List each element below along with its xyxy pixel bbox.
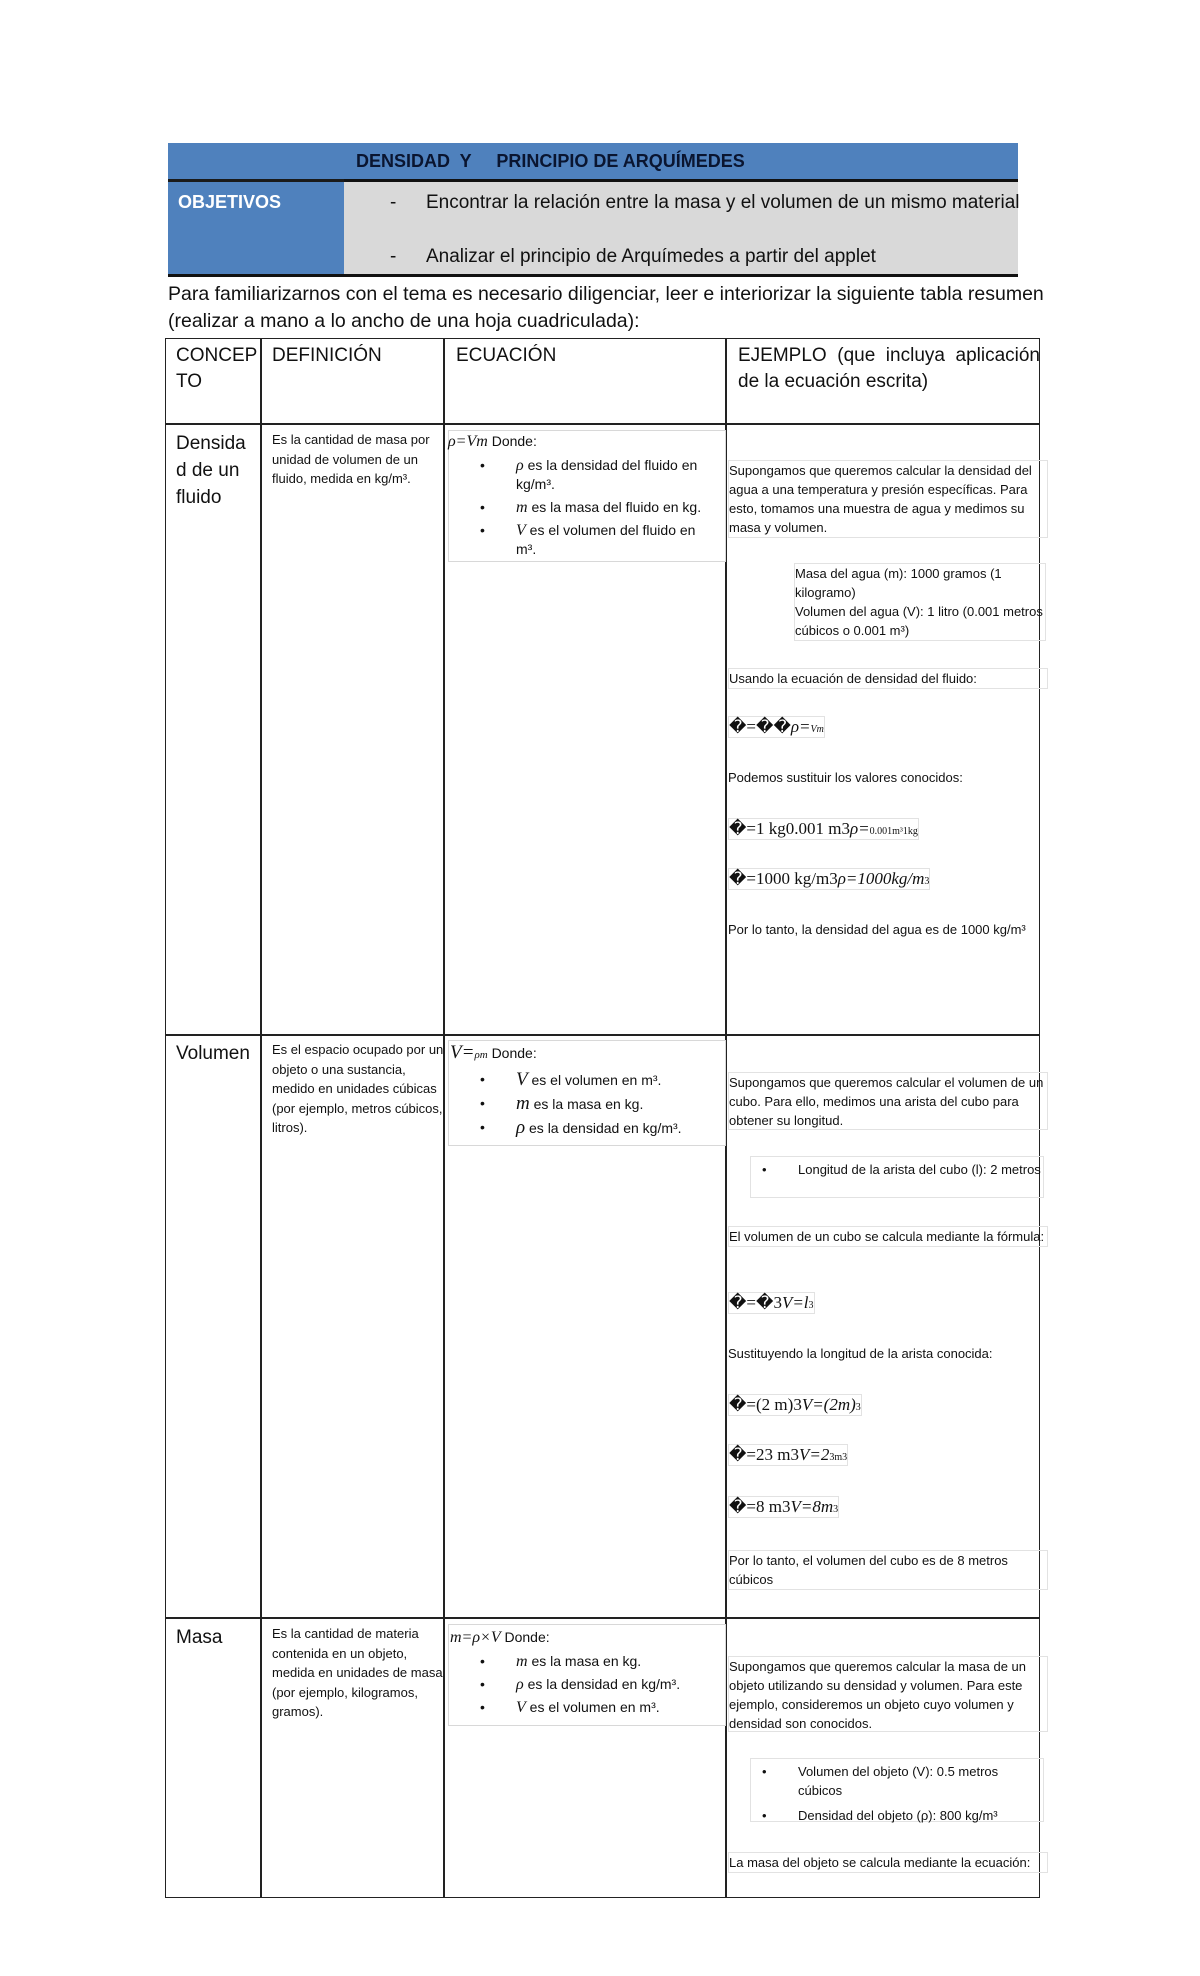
variable-text: es el volumen en m³. <box>529 1699 660 1715</box>
formula-raw: �=�� <box>729 717 791 736</box>
objective-dash: - <box>390 192 397 213</box>
objectives-top-rule <box>344 179 1018 182</box>
row-divider <box>165 423 1040 425</box>
equation-formula-sub: ρm <box>474 1049 488 1061</box>
equation-variable-list <box>466 456 716 563</box>
header-concept: CONCEP TO <box>176 345 257 392</box>
formula-sub: 0.001m³1kg <box>869 826 918 837</box>
variable-symbol: m <box>516 499 528 516</box>
formula-main: ρ= <box>850 819 870 838</box>
example-formula <box>728 1292 815 1314</box>
variable-item <box>466 1652 722 1671</box>
formula-main: V=l <box>781 1293 809 1312</box>
example-conclusion: Por lo tanto, la densidad del agua es de 1000 kg/m³ <box>728 922 1026 937</box>
formula-sub: 3 <box>924 876 930 887</box>
formula-main: ρ=1000kg/m <box>837 869 925 888</box>
equation-formula: ρ=Vm <box>448 433 488 450</box>
objective-item: Analizar el principio de Arquímedes a partir del applet <box>426 246 876 267</box>
formula-sub: 3 <box>808 1300 814 1311</box>
variable-text: es la densidad del fluido en kg/m³. <box>516 457 698 492</box>
concept-mass: Masa <box>176 1627 223 1648</box>
variable-text: es el volumen del fluido en m³. <box>516 522 696 557</box>
header-example: EJEMPLO (que incluya aplicación de la ecuación escrita) <box>738 345 1040 392</box>
formula-sub: 3m3 <box>829 1452 848 1463</box>
equation-variable-list <box>466 1070 722 1142</box>
variable-item <box>466 456 716 494</box>
equation-formula: V= <box>450 1042 475 1063</box>
formula-sub: Vm <box>810 724 824 735</box>
formula-raw: �=1000 kg/m3 <box>729 869 838 888</box>
variable-item <box>466 521 716 559</box>
variable-item <box>466 1094 722 1114</box>
row-divider <box>165 1617 1040 1619</box>
definition-volume: Es el espacio ocupado por un objeto o una sustancia, medido en unidades cúbicas (por ejemplo, metros cúbicos, litros). <box>272 1042 444 1135</box>
objective-dash: - <box>390 246 397 267</box>
equation-donde: Donde: <box>491 1045 537 1061</box>
variable-text: es la masa en kg. <box>531 1653 642 1669</box>
formula-main: ρ= <box>790 717 811 736</box>
equation-donde: Donde: <box>504 1629 550 1645</box>
formula-sub: 3 <box>833 1504 839 1515</box>
example-formula <box>728 1496 839 1518</box>
variable-text: es la masa del fluido en kg. <box>531 499 702 515</box>
equation-formula: m=ρ×V <box>450 1629 501 1646</box>
equation-variable-list <box>466 1652 722 1721</box>
variable-item <box>466 1698 722 1717</box>
example-data: Masa del agua (m): 1000 gramos (1 kilogramo) Volumen del agua (V): 1 litro (0.001 metros cúbicos o 0.001 m³) <box>794 563 1046 641</box>
example-data-list <box>750 1762 1042 1831</box>
example-text: Sustituyendo la longitud de la arista conocida: <box>728 1346 993 1361</box>
formula-raw: �=�3 <box>729 1293 782 1312</box>
equation-donde: Donde: <box>491 433 537 449</box>
variable-symbol: m <box>516 1093 530 1114</box>
definition-mass: Es la cantidad de materia contenida en un objeto, medida en unidades de masa (por ejemplo, kilogramos, gramos). <box>272 1626 443 1719</box>
example-data-list <box>750 1160 1042 1185</box>
formula-raw: �=23 m3 <box>729 1445 799 1464</box>
header-equation: ECUACIÓN <box>456 345 557 366</box>
variable-text: es la densidad en kg/m³. <box>527 1676 681 1692</box>
concept-density: Densida d de un fluido <box>176 433 246 508</box>
example-data-item: • Volumen del objeto (V): 0.5 metros cúbicos <box>750 1762 1042 1800</box>
variable-text: es el volumen en m³. <box>531 1072 662 1088</box>
variable-text: es la densidad en kg/m³. <box>529 1120 682 1136</box>
document-title: DENSIDAD Y PRINCIPIO DE ARQUÍMEDES <box>356 151 745 171</box>
formula-main: V=8m <box>790 1497 834 1516</box>
example-text: Usando la ecuación de densidad del fluido: <box>728 668 1048 689</box>
formula-raw: �=8 m3 <box>729 1497 791 1516</box>
objective-item: Encontrar la relación entre la masa y el volumen de un mismo material <box>426 192 1020 213</box>
concept-volume: Volumen <box>176 1043 250 1064</box>
definition-density: Es la cantidad de masa por unidad de volumen de un fluido, medida en kg/m³. <box>272 432 430 486</box>
variable-item <box>466 498 716 517</box>
variable-item <box>466 1675 722 1694</box>
formula-main: V=(2m) <box>801 1395 856 1414</box>
example-data-item: • Longitud de la arista del cubo (l): 2 metros <box>750 1160 1042 1179</box>
equation-density <box>448 430 537 453</box>
example-intro: Supongamos que queremos calcular la densidad del agua a una temperatura y presión específicas. Para esto, tomamos una muestra de agua y medimos su masa y volumen. <box>728 460 1048 538</box>
formula-raw: �=1 kg0.001 m3 <box>729 819 850 838</box>
variable-symbol: V <box>516 522 526 539</box>
variable-symbol: V <box>516 1069 528 1090</box>
formula-sub: 3 <box>855 1402 861 1413</box>
example-text: La masa del objeto se calcula mediante la ecuación: <box>728 1852 1048 1873</box>
formula-main: V=2 <box>799 1445 830 1464</box>
example-intro: Supongamos que queremos calcular la masa de un objeto utilizando su densidad y volumen. Para este ejemplo, consideremos un objeto cuyo volumen y densidad son conocidos. <box>728 1656 1048 1732</box>
example-formula <box>728 1394 862 1416</box>
objectives-label: OBJETIVOS <box>178 192 282 212</box>
column-divider <box>260 338 262 1898</box>
example-formula <box>728 1444 848 1466</box>
variable-symbol: ρ <box>516 457 524 474</box>
example-formula <box>728 868 930 890</box>
row-divider <box>165 1034 1040 1036</box>
objectives-bottom-rule <box>168 274 1018 277</box>
header-definition: DEFINICIÓN <box>272 345 382 366</box>
example-formula <box>728 716 825 738</box>
example-intro: Supongamos que queremos calcular el volumen de un cubo. Para ello, medimos una arista del cubo para obtener su longitud. <box>728 1072 1048 1130</box>
example-conclusion: Por lo tanto, el volumen del cubo es de 8 metros cúbicos <box>728 1550 1048 1590</box>
intro-paragraph: Para familiarizarnos con el tema es necesario diligenciar, leer e interiorizar la siguiente tabla resumen (realizar a mano a lo ancho de una hoja cuadriculada): <box>168 283 1044 332</box>
variable-item <box>466 1118 722 1138</box>
equation-mass <box>450 1626 550 1649</box>
example-text: Podemos sustituir los valores conocidos: <box>728 770 963 785</box>
variable-item <box>466 1070 722 1090</box>
example-text: El volumen de un cubo se calcula mediante la fórmula: <box>728 1226 1048 1247</box>
variable-symbol: m <box>516 1653 528 1670</box>
variable-symbol: V <box>516 1699 526 1716</box>
variable-symbol: ρ <box>516 1117 526 1138</box>
example-data-item: • Densidad del objeto (ρ): 800 kg/m³ <box>750 1806 1042 1825</box>
equation-volume <box>450 1042 537 1066</box>
variable-symbol: ρ <box>516 1676 524 1693</box>
variable-text: es la masa en kg. <box>533 1096 644 1112</box>
formula-raw: �=(2 m)3 <box>729 1395 802 1414</box>
example-formula <box>728 818 919 840</box>
